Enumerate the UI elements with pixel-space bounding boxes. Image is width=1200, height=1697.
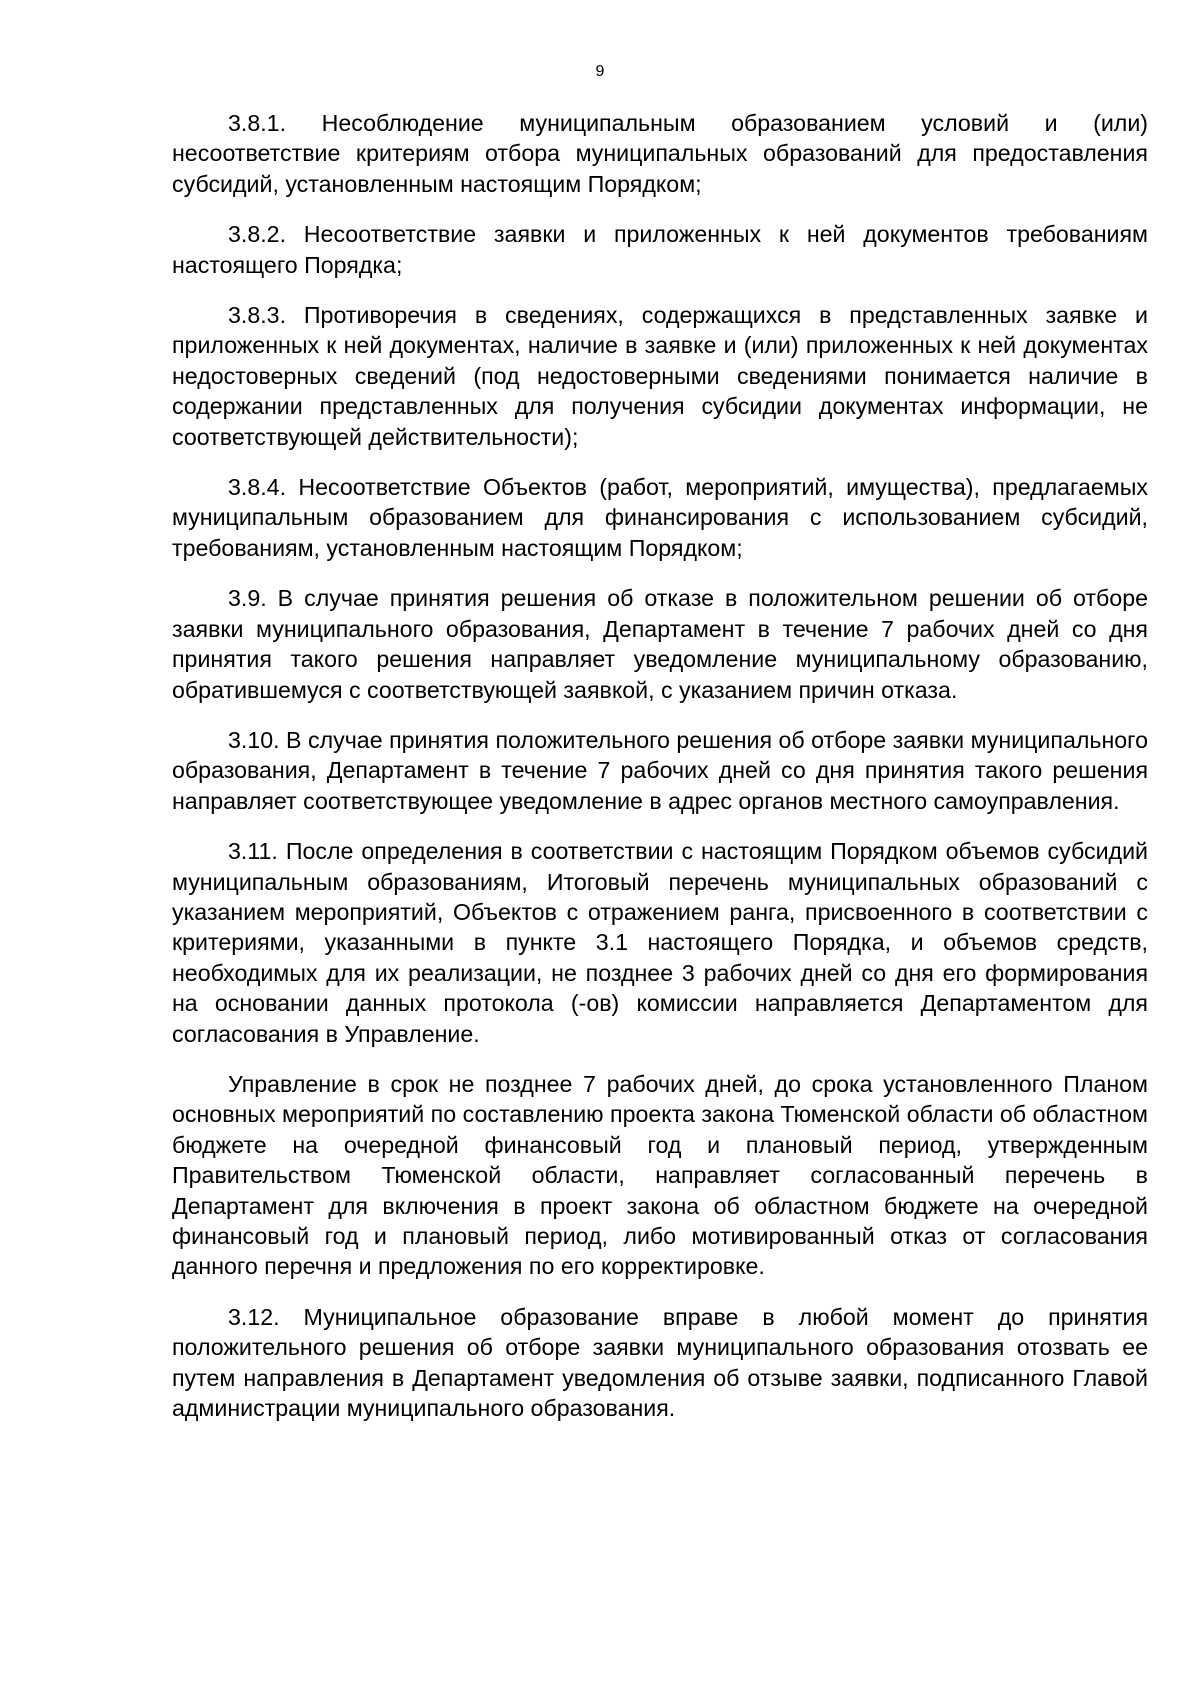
paragraph-3-10: 3.10. В случае принятия положительного решения об отборе заявки муниципального образования, Департамент в течение 7 рабочих дней со дня принятия такого решения направляет соответствующее уведомление в адрес органов местного самоуправления. — [172, 726, 1148, 814]
paragraph-3-8-3: 3.8.3. Противоречия в сведениях, содержащихся в представленных заявке и приложенных к ней документах, наличие в заявке и (или) приложенных к ней документах недостоверных сведений (под недостоверными сведениями понимается наличие в содержании представленных для получения субсидии документах информации, не соответствующей действительности); — [172, 302, 1148, 450]
paragraph-3-8-2: 3.8.2. Несоответствие заявки и приложенных к ней документов требованиям настоящего Порядка; — [172, 221, 1148, 278]
paragraph-3-8-1: 3.8.1. Несоблюдение муниципальным образованием условий и (или) несоответствие критериям отбора муниципальных образований для предоставления субсидий, установленным настоящим Порядком; — [172, 110, 1148, 197]
page-number: 9 — [595, 63, 605, 80]
document-body — [172, 108, 1148, 1423]
paragraph-management-approval: Управление в срок не позднее 7 рабочих дней, до срока установленного Планом основных мероприятий по составлению проекта закона Тюменской области об областном бюджете на очередной финансовый год и плановый период, утвержденным Правительством Тюменской области, направляет согласованный перечень в Департамент для включения в проект закона об областном бюджете на очередной финансовый год и плановый период, либо мотивированный отказ от согласования данного перечня и предложения по его корректировке. — [172, 1070, 1148, 1280]
paragraph-3-11: 3.11. После определения в соответствии с настоящим Порядком объемов субсидий муниципальным образованиям, Итоговый перечень муниципальных образований с указанием мероприятий, Объектов с отражением ранга, присвоенного в соответствии с критериями, указанными в пункте 3.1 настоящего Порядка, и объемов средств, необходимых для их реализации, не позднее 3 рабочих дней со дня его формирования на основании данных протокола (-ов) комиссии направляется Департаментом для согласования в Управление. — [172, 838, 1148, 1047]
paragraph-3-12: 3.12. Муниципальное образование вправе в любой момент до принятия положительного решения об отборе заявки муниципального образования отозвать ее путем направления в Департамент уведомления об отзыве заявки, подписанного Главой администрации муниципального образования. — [172, 1303, 1148, 1422]
paragraph-3-8-4: 3.8.4. Несоответствие Объектов (работ, мероприятий, имущества), предлагаемых муниципальным образованием для финансирования с использованием субсидий, требованиям, установленным настоящим Порядком; — [172, 474, 1148, 561]
paragraph-3-9: 3.9. В случае принятия решения об отказе в положительном решении об отборе заявки муниципального образования, Департамент в течение 7 рабочих дней со дня принятия такого решения направляет уведомление муниципальному образованию, обратившемуся с соответствующей заявкой, с указанием причин отказа. — [172, 585, 1148, 703]
